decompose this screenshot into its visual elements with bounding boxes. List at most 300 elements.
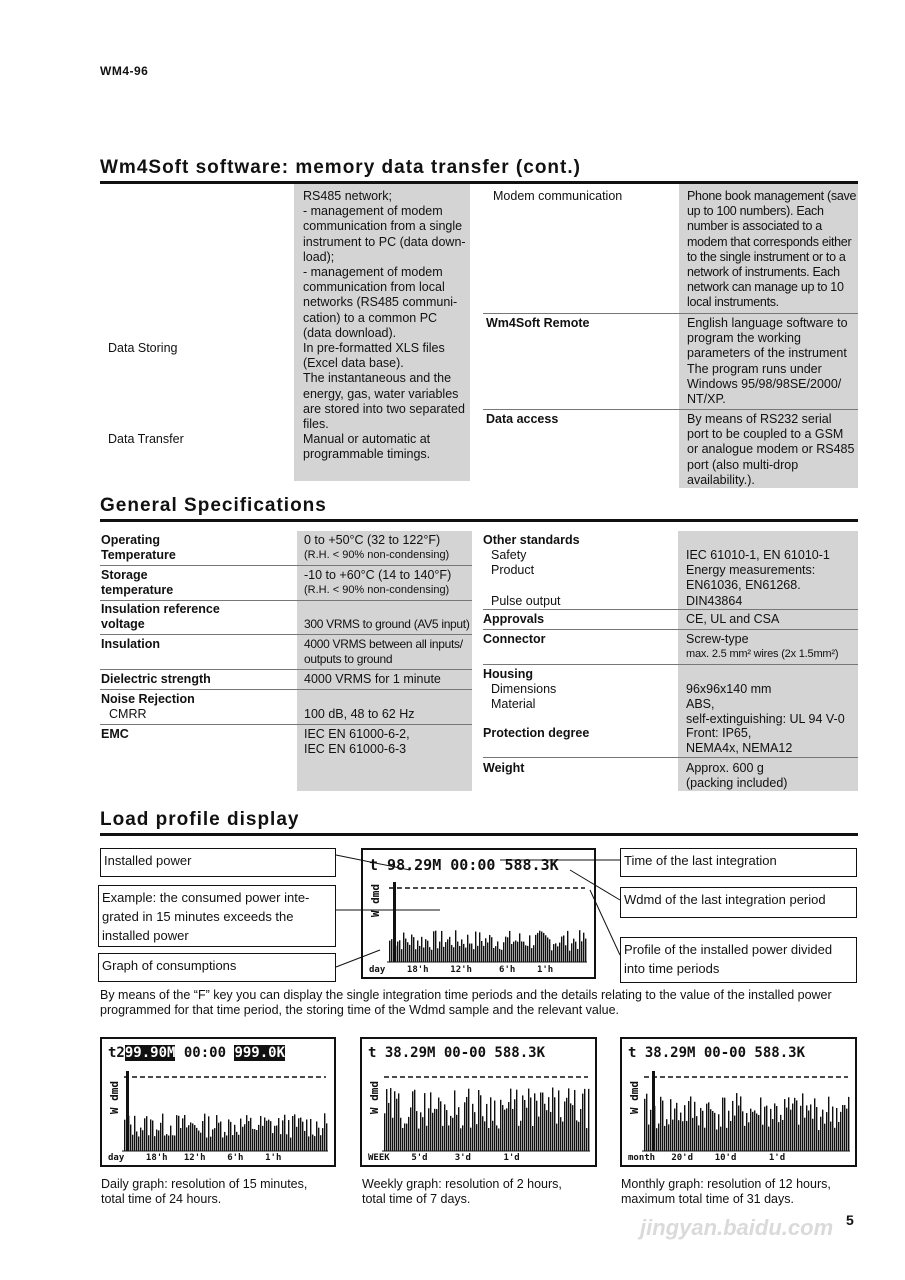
spec-label: Insulation reference voltage (101, 602, 220, 632)
lcd-bar (296, 1127, 297, 1151)
weekly-graph-lcd (360, 1037, 597, 1167)
lcd-bar (134, 1116, 135, 1151)
lcd-bar (184, 1115, 185, 1151)
lcd-bar (656, 1128, 657, 1151)
lcd-bar (186, 1127, 187, 1151)
lcd-bar (150, 1119, 151, 1151)
lcd-bar (816, 1107, 817, 1151)
lcd-bar (766, 1106, 767, 1151)
lcd-bar (444, 1104, 445, 1151)
lcd-bar (248, 1121, 249, 1151)
spec-label: Noise Rejection (101, 692, 195, 706)
lcd-bar (172, 1135, 173, 1151)
lcd-bar (534, 1093, 535, 1151)
lcd-bar (290, 1138, 291, 1151)
lcd-bar (812, 1119, 813, 1151)
lcd-bar (698, 1125, 699, 1151)
remote-text: English language software to program the working parameters of the instrument The program runs under Windows 95/98/98SE/2000/ NT/XP. (687, 316, 848, 407)
lcd-bar (452, 1118, 453, 1151)
lcd-bar (808, 1110, 809, 1151)
lcd-bar (746, 1113, 747, 1151)
lcd-bar (238, 1135, 239, 1151)
monthly-caption: Monthly graph: resolution of 12 hours, maximum total time of 31 days. (621, 1177, 831, 1206)
spec-value: 4000 VRMS for 1 minute (304, 672, 441, 686)
lcd-bar (660, 1097, 661, 1151)
lcd-bar (688, 1101, 689, 1151)
lcd-bar (518, 1126, 519, 1151)
lcd-bar (482, 1116, 483, 1151)
lcd-bar (162, 1114, 163, 1151)
lcd-bar (430, 1092, 431, 1151)
lcd-bar (464, 1102, 465, 1151)
lcd-bar (586, 1128, 587, 1151)
lcd-bar (674, 1108, 675, 1151)
lcd-bar (164, 1136, 165, 1151)
lcd-bar (832, 1107, 833, 1151)
lcd-bar (318, 1128, 319, 1151)
lcd-bar (266, 1121, 267, 1151)
lcd-bar (704, 1128, 705, 1151)
lcd-y-label: W dmd (369, 884, 382, 918)
lcd-bar (526, 1108, 527, 1151)
lcd-bar (578, 1122, 579, 1151)
lcd-bar (256, 1130, 257, 1151)
lcd-bar (724, 1098, 725, 1151)
lcd-bar (484, 1121, 485, 1151)
lcd-bar (280, 1134, 281, 1151)
lcd-bar (424, 1093, 425, 1151)
lcd-bar (750, 1109, 751, 1151)
access-label: Data access (486, 412, 559, 426)
lcd-bar (212, 1129, 213, 1151)
lcd-bar (146, 1116, 147, 1151)
spec-label: EMC (101, 727, 129, 741)
lcd-bar (646, 1094, 647, 1151)
lcd-time-axis: day 18'h 12'h 6'h 1'h (108, 1153, 282, 1163)
lcd-bar (478, 1090, 479, 1151)
lcd-bar (780, 1115, 781, 1151)
lcd-bar (418, 1129, 419, 1151)
lcd-bar (398, 1093, 399, 1151)
lcd-bar (436, 1109, 437, 1151)
modem-text: Phone book management (save up to 100 numbers). Each number is associated to a modem that corresponds either to the single instrument or to a network of instruments. Each network can manage up to 10 local instruments. (687, 189, 857, 310)
lcd-bar (650, 1110, 651, 1151)
lcd-bar (692, 1118, 693, 1151)
lcd-bar (762, 1125, 763, 1151)
lcd-bar (434, 1109, 435, 1151)
lcd-bar (804, 1118, 805, 1151)
lcd-bar (748, 1122, 749, 1151)
lcd-bar (454, 1090, 455, 1151)
lcd-bar (554, 1097, 555, 1151)
lcd-bar (396, 1099, 397, 1151)
lcd-bar (734, 1116, 735, 1151)
lcd-bar (462, 1125, 463, 1151)
lcd-bar (316, 1121, 317, 1151)
lcd-bar (570, 1103, 571, 1151)
daily-caption: Daily graph: resolution of 15 minutes, total time of 24 hours. (101, 1177, 308, 1206)
lcd-bar (190, 1122, 191, 1151)
lcd-bar (176, 1115, 177, 1151)
lcd-bar (466, 1097, 467, 1151)
lcd-bar (494, 1101, 495, 1151)
lcd-bar (308, 1136, 309, 1151)
lcd-bar (158, 1130, 159, 1151)
spec-note: (R.H. < 90% non-condensing) (304, 549, 450, 561)
lcd-bar (432, 1113, 433, 1151)
lcd-bar (690, 1096, 691, 1151)
lcd-bar (230, 1122, 231, 1151)
lcd-bar (194, 1125, 195, 1151)
lcd-bar (442, 1126, 443, 1151)
lcd-bar (826, 1112, 827, 1151)
lcd-bar (500, 1100, 501, 1151)
lcd-bar (226, 1135, 227, 1151)
lcd-bar (644, 1099, 645, 1151)
lcd-bar (738, 1106, 739, 1151)
lcd-bar (718, 1114, 719, 1151)
page-number: 5 (846, 1212, 854, 1228)
lcd-bar (810, 1104, 811, 1151)
lcd-bar (536, 1101, 537, 1151)
spec-label: Approvals (483, 612, 545, 626)
daily-graph-lcd (100, 1037, 336, 1167)
spec-label: Operating Temperature (101, 533, 176, 563)
lcd-bar (546, 1110, 547, 1151)
lcd-bar (174, 1135, 175, 1151)
lcd-bar (564, 1101, 565, 1151)
lcd-time-axis: month 20'd 10'd 1'd (628, 1153, 786, 1163)
data-storing-label: Data Storing (108, 341, 178, 355)
lcd-bar (562, 1122, 563, 1151)
lcd-bar (254, 1129, 255, 1151)
lcd-bar (314, 1136, 315, 1151)
lcd-readout: t 38.29M 00-00 588.3K (628, 1045, 806, 1061)
lcd-bar (154, 1136, 155, 1151)
lcd-bar (160, 1123, 161, 1151)
lcd-bar (800, 1106, 801, 1151)
spec-note: max. 2.5 mm² wires (2x 1.5mm²) (686, 648, 839, 660)
lcd-bar (664, 1126, 665, 1151)
section-title-general: General Specifications (100, 495, 327, 516)
lcd-bar (216, 1115, 217, 1151)
lcd-bar (138, 1136, 139, 1151)
lcd-bar (400, 1118, 401, 1151)
lcd-bar (544, 1104, 545, 1151)
lcd-bar (438, 1098, 439, 1151)
spec-value: IEC EN 61000-6-2, IEC EN 61000-6-3 (304, 727, 410, 757)
lcd-bar (714, 1113, 715, 1151)
lcd-bar (408, 1117, 409, 1151)
lcd-bar (662, 1101, 663, 1151)
lcd-bar (794, 1098, 795, 1151)
lcd-bar (844, 1105, 845, 1151)
lcd-bar (648, 1125, 649, 1151)
lcd-bar (820, 1117, 821, 1151)
spec-value: Screw-type (686, 632, 749, 646)
spec-subs: Safety Product Pulse output (491, 548, 561, 608)
lcd-bar (388, 1103, 389, 1151)
lcd-bar (842, 1105, 843, 1151)
lcd-readout: t 98.29M 00:00 588.3K (369, 856, 559, 874)
remote-label: Wm4Soft Remote (486, 316, 590, 330)
lcd-bar (576, 1120, 577, 1151)
lcd-bar (232, 1135, 233, 1151)
lcd-bar (402, 1128, 403, 1151)
lcd-bar (412, 1091, 413, 1151)
weekly-bar-graph (362, 1039, 595, 1165)
lcd-bar (496, 1125, 497, 1151)
lcd-bar (528, 1089, 529, 1151)
lcd-bar (774, 1103, 775, 1151)
lcd-bar (166, 1134, 167, 1151)
lcd-bar (428, 1108, 429, 1151)
lcd-bar (324, 1113, 325, 1151)
lcd-bar (130, 1125, 131, 1151)
lcd-bar (244, 1124, 245, 1151)
lcd-bar (196, 1128, 197, 1151)
lcd-bar (520, 1121, 521, 1151)
lcd-bar (768, 1127, 769, 1151)
spec-value: 0 to +50°C (32 to 122°F) (304, 533, 441, 547)
lcd-bar (522, 1095, 523, 1151)
lcd-bar (188, 1125, 189, 1151)
lcd-bar (680, 1113, 681, 1151)
callout-example: Example: the consumed power inte- grated in 15 minutes exceeds the installed power (98, 885, 336, 947)
lcd-bar (806, 1105, 807, 1151)
lcd-bar (394, 1091, 395, 1151)
lcd-bar (236, 1132, 237, 1151)
lcd-bar (740, 1096, 741, 1151)
lcd-bar (566, 1098, 567, 1151)
lcd-bar (456, 1115, 457, 1151)
lcd-bar (728, 1111, 729, 1151)
lcd-bar (136, 1131, 137, 1151)
lcd-bar (560, 1117, 561, 1151)
lcd-bar (572, 1105, 573, 1151)
lcd-bar (192, 1123, 193, 1151)
lcd-bar (814, 1098, 815, 1151)
section-title-load: Load profile display (100, 809, 300, 830)
lcd-bar (824, 1124, 825, 1151)
lcd-bar (838, 1122, 839, 1151)
lcd-bar (672, 1120, 673, 1151)
lcd-bar (448, 1125, 449, 1151)
lcd-bar (422, 1117, 423, 1151)
lcd-bar (292, 1116, 293, 1151)
lcd-bar (390, 1088, 391, 1151)
lcd-bar (726, 1128, 727, 1151)
lcd-bar (276, 1126, 277, 1151)
lcd-bar (502, 1105, 503, 1151)
lcd-bar (198, 1131, 199, 1151)
spec-value: 4000 VRMS between all inputs/ outputs to ground (304, 637, 463, 667)
lcd-bar (542, 1093, 543, 1151)
monthly-bar-graph (622, 1039, 855, 1165)
lcd-bar (210, 1137, 211, 1151)
lcd-bar (772, 1119, 773, 1151)
lcd-bar (764, 1107, 765, 1151)
spec-value: Approx. 600 g (packing included) (686, 761, 788, 791)
callout-profile: Profile of the installed power divided into time periods (620, 937, 857, 983)
lcd-bar (294, 1114, 295, 1151)
lcd-bar (846, 1109, 847, 1151)
lcd-bar (406, 1124, 407, 1151)
lcd-bar (258, 1125, 259, 1151)
daily-bar-graph (102, 1039, 334, 1165)
lcd-bar (792, 1104, 793, 1151)
lcd-bar (304, 1131, 305, 1151)
lcd-bar (300, 1118, 301, 1151)
lcd-bar (224, 1132, 225, 1151)
lcd-bar (306, 1120, 307, 1151)
lcd-bar (848, 1097, 849, 1151)
lcd-bar (270, 1121, 271, 1151)
lcd-bar (580, 1109, 581, 1151)
lcd-bar (486, 1104, 487, 1151)
lcd-bar (548, 1097, 549, 1151)
lcd-bar (830, 1122, 831, 1151)
lcd-bar (470, 1128, 471, 1151)
lcd-bar (214, 1128, 215, 1151)
readout-highlight: 999.0K (234, 1045, 286, 1061)
spec-label: Storage temperature (101, 568, 174, 598)
spec-note: (R.H. < 90% non-condensing) (304, 584, 450, 596)
lcd-bar (836, 1108, 837, 1151)
lcd-bar (298, 1118, 299, 1151)
lcd-bar (540, 1092, 541, 1151)
lcd-bar (550, 1112, 551, 1151)
lcd-bar (670, 1099, 671, 1151)
lcd-bar (682, 1121, 683, 1151)
lcd-bar (840, 1112, 841, 1151)
lcd-bar (460, 1128, 461, 1151)
lcd-bar (778, 1122, 779, 1151)
lcd-bar (416, 1111, 417, 1151)
lcd-bar (140, 1128, 141, 1151)
access-text: By means of RS232 serial port to be coupled to a GSM or analogue modem or RS485 port (also multi-drop availability.). (687, 412, 855, 487)
lcd-bar (234, 1125, 235, 1151)
spec-value: -10 to +60°C (14 to 140°F) (304, 568, 452, 582)
lcd-bar (414, 1090, 415, 1151)
monthly-graph-lcd (620, 1037, 857, 1167)
lcd-bar (272, 1133, 273, 1151)
lcd-bar (472, 1104, 473, 1151)
lcd-bar (760, 1097, 761, 1151)
lcd-bar (312, 1135, 313, 1151)
lcd-bar (584, 1089, 585, 1151)
lcd-bar (132, 1135, 133, 1151)
lcd-bar (582, 1094, 583, 1151)
lcd-bar (686, 1121, 687, 1151)
watermark: jingyan.baidu.com (640, 1215, 834, 1240)
lcd-bar (480, 1095, 481, 1151)
lcd-bar (742, 1111, 743, 1151)
lcd-bar (498, 1128, 499, 1151)
lcd-bar (828, 1097, 829, 1151)
lcd-bar (218, 1123, 219, 1151)
lcd-bar (322, 1128, 323, 1151)
lcd-bar (818, 1130, 819, 1151)
lcd-bar (262, 1126, 263, 1151)
lcd-bar (468, 1089, 469, 1151)
lcd-bar (532, 1126, 533, 1151)
lcd-bar (710, 1109, 711, 1151)
lcd-bar (696, 1116, 697, 1151)
lcd-bar (168, 1136, 169, 1151)
lcd-bar (716, 1129, 717, 1151)
lcd-bar (250, 1118, 251, 1151)
lcd-bar (758, 1115, 759, 1151)
lcd-bar (182, 1118, 183, 1151)
readout-prefix: t2 (108, 1045, 125, 1061)
lcd-bar (834, 1128, 835, 1151)
lcd-bar (538, 1117, 539, 1151)
lcd-bar (180, 1128, 181, 1151)
lcd-bar (178, 1116, 179, 1151)
lcd-bar (556, 1124, 557, 1151)
lcd-bar (392, 1118, 393, 1151)
lcd-bar (492, 1121, 493, 1151)
callout-wdmd-last: Wdmd of the last integration period (620, 887, 857, 918)
lcd-bar (514, 1099, 515, 1151)
spec-label: Other standards (483, 533, 580, 547)
lcd-bar (756, 1113, 757, 1151)
lcd-bar (744, 1126, 745, 1151)
lcd-bar (796, 1100, 797, 1151)
lcd-bar (208, 1116, 209, 1151)
lcd-bar (222, 1137, 223, 1151)
lcd-bar (282, 1120, 283, 1151)
lcd-bar (568, 1088, 569, 1151)
lcd-bar (148, 1135, 149, 1151)
lcd-bar (784, 1099, 785, 1151)
callout-time-last: Time of the last integration (620, 848, 857, 877)
lcd-bar (446, 1110, 447, 1151)
lcd-bar (152, 1120, 153, 1151)
lcd-bar (200, 1133, 201, 1151)
readout-time: 00:00 (175, 1045, 235, 1061)
lcd-bar (490, 1097, 491, 1151)
lcd-bar (506, 1108, 507, 1151)
lcd-bar (476, 1124, 477, 1151)
lcd-bar (310, 1119, 311, 1151)
lcd-bar (510, 1089, 511, 1151)
lcd-bar (124, 1120, 125, 1151)
lcd-bar (588, 1089, 589, 1151)
section-title-memory: Wm4Soft software: memory data transfer (cont.) (100, 157, 581, 178)
lcd-bar (220, 1121, 221, 1151)
lcd-bar (658, 1123, 659, 1151)
lcd-bar (786, 1108, 787, 1151)
lcd-bar (504, 1110, 505, 1151)
lcd-bar (240, 1119, 241, 1151)
callout-installed-power: Installed power (100, 848, 336, 877)
lcd-bar (440, 1101, 441, 1151)
modem-label: Modem communication (493, 189, 623, 203)
lcd-bar (144, 1118, 145, 1151)
lcd-bar (320, 1135, 321, 1151)
callout-graph: Graph of consumptions (98, 953, 336, 982)
lcd-bar (228, 1119, 229, 1151)
lcd-bar (278, 1118, 279, 1151)
lcd-bar (512, 1109, 513, 1151)
lcd-bar (246, 1115, 247, 1151)
lcd-bar (552, 1088, 553, 1151)
lcd-bar-spike (126, 1071, 129, 1151)
lcd-bar (788, 1097, 789, 1151)
lcd-bar (708, 1102, 709, 1151)
